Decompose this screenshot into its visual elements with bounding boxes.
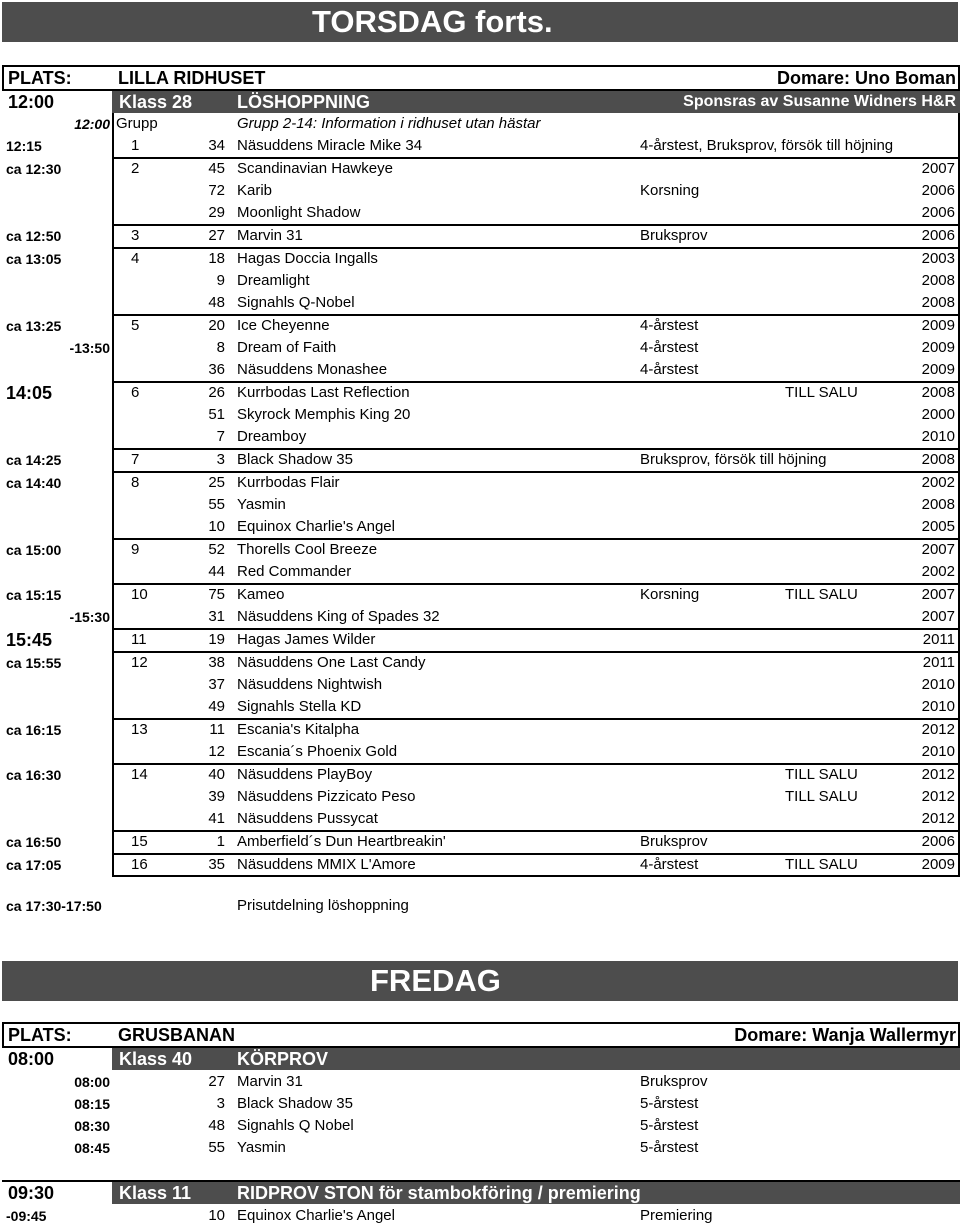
class-name: Klass 11 [119, 1183, 192, 1203]
class-time: 09:30 [8, 1183, 55, 1203]
row-type: Korsning [640, 182, 700, 199]
table-row [0, 854, 960, 876]
row-horse-name: Signahls Q-Nobel [237, 294, 355, 311]
row-type: 5-årstest [640, 1139, 699, 1156]
row-year: 2008 [921, 272, 955, 289]
info-row [0, 113, 960, 135]
table-row [0, 248, 960, 270]
row-year: 2006 [921, 204, 955, 221]
row-horse-name: Black Shadow 35 [237, 451, 353, 468]
class-time: 08:00 [8, 1049, 55, 1069]
judge-name: Domare: Uno Boman [776, 68, 956, 88]
row-for-sale: TILL SALU [785, 788, 858, 805]
row-time: 08:30 [74, 1118, 110, 1134]
class-name: Klass 28 [119, 92, 193, 112]
table-row [0, 202, 960, 224]
row-time: ca 15:55 [6, 655, 62, 671]
table-row [0, 292, 960, 314]
row-horse-name: Signahls Stella KD [237, 698, 362, 715]
row-for-sale: TILL SALU [785, 586, 858, 603]
row-number: 27 [208, 1073, 225, 1090]
row-horse-name: Näsuddens Pussycat [237, 810, 378, 827]
row-horse-name: Red Commander [237, 563, 352, 580]
row-horse-name: Näsuddens Monashee [237, 361, 388, 378]
group-divider [112, 381, 960, 383]
row-horse-name: Yasmin [237, 496, 286, 513]
row-horse-name: Marvin 31 [237, 1073, 303, 1090]
group-divider [112, 718, 960, 720]
row-for-sale: TILL SALU [785, 384, 858, 401]
row-time: -13:50 [69, 340, 110, 356]
table-row [0, 1137, 960, 1159]
row-number: 26 [208, 384, 225, 401]
table-row [0, 786, 960, 808]
row-horse-name: Black Shadow 35 [237, 1095, 353, 1112]
table-row [0, 539, 960, 561]
table-row [0, 404, 960, 426]
row-number: 11 [209, 721, 225, 738]
row-type: Bruksprov [640, 1073, 708, 1090]
row-year: 2007 [921, 608, 955, 625]
row-time: ca 15:15 [6, 587, 62, 603]
thursday-venue-header [2, 65, 960, 91]
row-year: 2008 [921, 384, 955, 401]
row-time: 08:45 [74, 1140, 110, 1156]
row-horse-name: Näsuddens King of Spades 32 [237, 608, 440, 625]
table-row [0, 1093, 960, 1115]
row-year: 2010 [921, 428, 955, 445]
row-number: 38 [208, 654, 225, 671]
judge-name: Domare: Wanja Wallermyr [734, 1025, 956, 1045]
table-row [0, 696, 960, 718]
row-group: 5 [131, 317, 140, 334]
friday-banner [2, 961, 958, 1001]
row-type: 5-årstest [640, 1095, 699, 1112]
plats-label: PLATS: [8, 68, 72, 88]
row-number: 35 [208, 856, 225, 873]
table-row [0, 561, 960, 583]
row-number: 37 [208, 676, 225, 693]
row-horse-name: Escania's Kitalpha [237, 721, 360, 738]
row-horse-name: Ice Cheyenne [237, 317, 330, 334]
row-time: 08:00 [74, 1074, 110, 1090]
row-year: 2002 [921, 563, 955, 580]
row-horse-name: Equinox Charlie's Angel [237, 518, 395, 535]
row-group: 4 [131, 250, 140, 267]
row-year: 2002 [921, 474, 955, 491]
prize-row [0, 895, 960, 917]
table-row [0, 158, 960, 180]
row-type: Premiering [640, 1207, 713, 1224]
group-divider [112, 224, 960, 226]
row-year: 2008 [921, 496, 955, 513]
row-type: Bruksprov, försök till höjning [640, 451, 827, 468]
row-group: 1 [131, 137, 140, 154]
row-group: 7 [131, 451, 140, 468]
row-horse-name: Marvin 31 [237, 227, 303, 244]
row-number: 25 [208, 474, 225, 491]
row-number: 8 [216, 339, 225, 356]
row-number: 18 [208, 250, 225, 267]
table-row [0, 764, 960, 786]
table-row [0, 719, 960, 741]
table-row [0, 180, 960, 202]
row-year: 2005 [921, 518, 955, 535]
row-number: 3 [216, 1095, 225, 1112]
friday-venue-header [2, 1022, 960, 1048]
row-time: -15:30 [69, 609, 110, 625]
table-row [0, 426, 960, 448]
row-horse-name: Näsuddens MMIX L'Amore [237, 856, 416, 873]
table-row [0, 1071, 960, 1093]
row-horse-name: Näsuddens Pizzicato Peso [237, 788, 416, 805]
row-horse-name: Skyrock Memphis King 20 [237, 406, 411, 423]
table-row [0, 741, 960, 763]
row-time: ca 14:25 [6, 452, 62, 468]
row-group: 8 [131, 474, 140, 491]
row-number: 55 [208, 496, 225, 513]
row-time: ca 13:25 [6, 318, 62, 334]
row-horse-name: Näsuddens PlayBoy [237, 766, 373, 783]
row-horse-name: Yasmin [237, 1139, 286, 1156]
thursday-banner [2, 2, 958, 42]
info-time: 12:00 [74, 116, 110, 132]
row-time: ca 16:30 [6, 767, 62, 783]
row-year: 2010 [921, 698, 955, 715]
row-time: ca 12:30 [6, 161, 62, 177]
row-year: 2006 [921, 227, 955, 244]
row-type: Korsning [640, 586, 700, 603]
row-number: 48 [208, 294, 225, 311]
table-row [0, 494, 960, 516]
row-time: ca 17:05 [6, 857, 62, 873]
row-horse-name: Dreamlight [237, 272, 310, 289]
table-row [0, 1115, 960, 1137]
row-number: 51 [208, 406, 225, 423]
table-row [0, 472, 960, 494]
class-sponsor: Sponsras av Susanne Widners H&R [683, 93, 956, 110]
row-group: 10 [131, 586, 148, 603]
row-year: 2003 [921, 250, 955, 267]
row-year: 2007 [921, 160, 955, 177]
row-number: 12 [208, 743, 225, 760]
row-horse-name: Kurrbodas Last Reflection [237, 384, 410, 401]
row-type: Bruksprov [640, 833, 708, 850]
row-horse-name: Amberfield´s Dun Heartbreakin' [237, 833, 446, 850]
info-group: Grupp [116, 115, 158, 132]
row-type: 4-årstest [640, 317, 699, 334]
row-group: 2 [131, 160, 140, 177]
prize-time: ca 17:30-17:50 [6, 898, 102, 914]
group-divider [112, 538, 960, 540]
row-number: 55 [208, 1139, 225, 1156]
row-time: ca 15:00 [6, 542, 62, 558]
row-time: ca 13:05 [6, 251, 62, 267]
row-year: 2011 [922, 654, 955, 671]
row-horse-name: Signahls Q Nobel [237, 1117, 354, 1134]
row-time: 15:45 [6, 630, 53, 650]
row-number: 44 [208, 563, 225, 580]
row-horse-name: Hagas James Wilder [237, 631, 376, 648]
row-time: ca 14:40 [6, 475, 62, 491]
row-type: 5-årstest [640, 1117, 699, 1134]
table-row [0, 337, 960, 359]
group-divider [112, 247, 960, 249]
table-row [0, 629, 960, 651]
class-title: LÖSHOPPNING [237, 92, 371, 112]
table-row [0, 831, 960, 853]
row-horse-name: Dreamboy [237, 428, 307, 445]
row-number: 29 [208, 204, 225, 221]
row-number: 52 [208, 541, 225, 558]
row-type: 4-årstest, Bruksprov, försök till höjning [640, 137, 894, 154]
group-divider [112, 583, 960, 585]
row-year: 2012 [921, 810, 955, 827]
table-row [0, 1205, 960, 1227]
row-number: 1 [216, 833, 225, 850]
row-year: 2007 [921, 586, 955, 603]
class-time: 12:00 [8, 92, 55, 112]
row-type: Bruksprov [640, 227, 708, 244]
class-header [2, 1180, 960, 1204]
row-year: 2009 [921, 361, 955, 378]
row-group: 9 [131, 541, 140, 558]
row-horse-name: Näsuddens Miracle Mike 34 [237, 137, 423, 154]
info-text: Grupp 2-14: Information i ridhuset utan hästar [237, 115, 541, 132]
row-time: 08:15 [74, 1096, 110, 1112]
row-year: 2009 [921, 339, 955, 356]
row-year: 2012 [921, 721, 955, 738]
group-divider [112, 628, 960, 630]
row-number: 3 [216, 451, 225, 468]
row-horse-name: Hagas Doccia Ingalls [237, 250, 378, 267]
row-year: 2012 [921, 788, 955, 805]
row-group: 12 [131, 654, 148, 671]
row-group: 3 [131, 227, 140, 244]
row-time: ca 16:15 [6, 722, 62, 738]
table-row [0, 516, 960, 538]
row-number: 72 [208, 182, 225, 199]
row-number: 48 [208, 1117, 225, 1134]
row-year: 2009 [921, 856, 955, 873]
row-number: 75 [208, 586, 225, 603]
table-bottom-border [112, 875, 960, 877]
table-row [0, 449, 960, 471]
group-divider [112, 763, 960, 765]
table-row [0, 606, 960, 628]
row-number: 9 [216, 272, 225, 289]
row-group: 16 [131, 856, 148, 873]
row-horse-name: Näsuddens One Last Candy [237, 654, 426, 671]
row-group: 6 [131, 384, 140, 401]
row-number: 10 [208, 518, 225, 535]
row-type: 4-årstest [640, 856, 699, 873]
row-year: 2008 [921, 451, 955, 468]
plats-label: PLATS: [8, 1025, 72, 1045]
row-for-sale: TILL SALU [785, 766, 858, 783]
group-divider [112, 471, 960, 473]
row-horse-name: Dream of Faith [237, 339, 337, 356]
venue-name: LILLA RIDHUSET [118, 68, 266, 88]
row-number: 10 [208, 1207, 225, 1224]
prize-text: Prisutdelning löshoppning [237, 897, 409, 914]
row-number: 31 [208, 608, 225, 625]
row-number: 7 [216, 428, 225, 445]
row-number: 49 [208, 698, 225, 715]
table-row [0, 270, 960, 292]
table-row [0, 225, 960, 247]
table-row [0, 382, 960, 404]
class-name: Klass 40 [119, 1049, 193, 1069]
table-row [0, 808, 960, 830]
row-type: 4-årstest [640, 361, 699, 378]
row-horse-name: Escania´s Phoenix Gold [237, 743, 398, 760]
row-horse-name: Moonlight Shadow [237, 204, 361, 221]
row-number: 19 [208, 631, 225, 648]
row-year: 2006 [921, 833, 955, 850]
row-type: 4-årstest [640, 339, 699, 356]
row-year: 2008 [921, 294, 955, 311]
friday-banner-title: FREDAG [370, 963, 501, 998]
row-number: 39 [208, 788, 225, 805]
row-horse-name: Kameo [237, 586, 285, 603]
group-divider [112, 830, 960, 832]
row-number: 45 [208, 160, 225, 177]
table-row [0, 674, 960, 696]
table-row [0, 135, 960, 157]
row-number: 36 [208, 361, 225, 378]
class-header [2, 1048, 960, 1070]
row-year: 2010 [921, 676, 955, 693]
class-title: KÖRPROV [237, 1049, 329, 1069]
table-row [0, 359, 960, 381]
row-time: ca 16:50 [6, 834, 62, 850]
group-divider [112, 651, 960, 653]
row-year: 2012 [921, 766, 955, 783]
row-time: 12:15 [6, 138, 42, 154]
row-for-sale: TILL SALU [785, 856, 858, 873]
row-horse-name: Karib [237, 182, 273, 199]
class-header [2, 91, 960, 113]
row-year: 2010 [921, 743, 955, 760]
row-number: 40 [208, 766, 225, 783]
group-divider [112, 853, 960, 855]
row-horse-name: Scandinavian Hawkeye [237, 160, 393, 177]
row-group: 14 [131, 766, 148, 783]
table-row [0, 584, 960, 606]
group-divider [112, 314, 960, 316]
table-row [0, 652, 960, 674]
row-group: 13 [131, 721, 148, 738]
row-group: 15 [131, 833, 148, 850]
row-year: 2009 [921, 317, 955, 334]
venue-name: GRUSBANAN [118, 1025, 235, 1045]
class-title: RIDPROV STON för stambokföring / premiering [237, 1183, 641, 1203]
row-horse-name: Kurrbodas Flair [237, 474, 340, 491]
row-horse-name: Thorells Cool Breeze [237, 541, 378, 558]
group-divider [112, 157, 960, 159]
row-number: 41 [208, 810, 225, 827]
row-horse-name: Näsuddens Nightwish [237, 676, 383, 693]
row-year: 2006 [921, 182, 955, 199]
row-horse-name: Equinox Charlie's Angel [237, 1207, 395, 1224]
row-number: 20 [208, 317, 225, 334]
row-time: 14:05 [6, 383, 53, 403]
row-year: 2007 [921, 541, 955, 558]
row-number: 27 [208, 227, 225, 244]
thursday-banner-title: TORSDAG forts. [312, 4, 553, 39]
row-number: 34 [208, 137, 225, 154]
table-left-border [112, 113, 114, 877]
table-row [0, 315, 960, 337]
row-time: ca 12:50 [6, 228, 62, 244]
group-divider [112, 448, 960, 450]
row-year: 2000 [921, 406, 955, 423]
row-time: -09:45 [6, 1208, 47, 1224]
row-year: 2011 [922, 631, 955, 648]
row-group: 11 [131, 631, 147, 648]
